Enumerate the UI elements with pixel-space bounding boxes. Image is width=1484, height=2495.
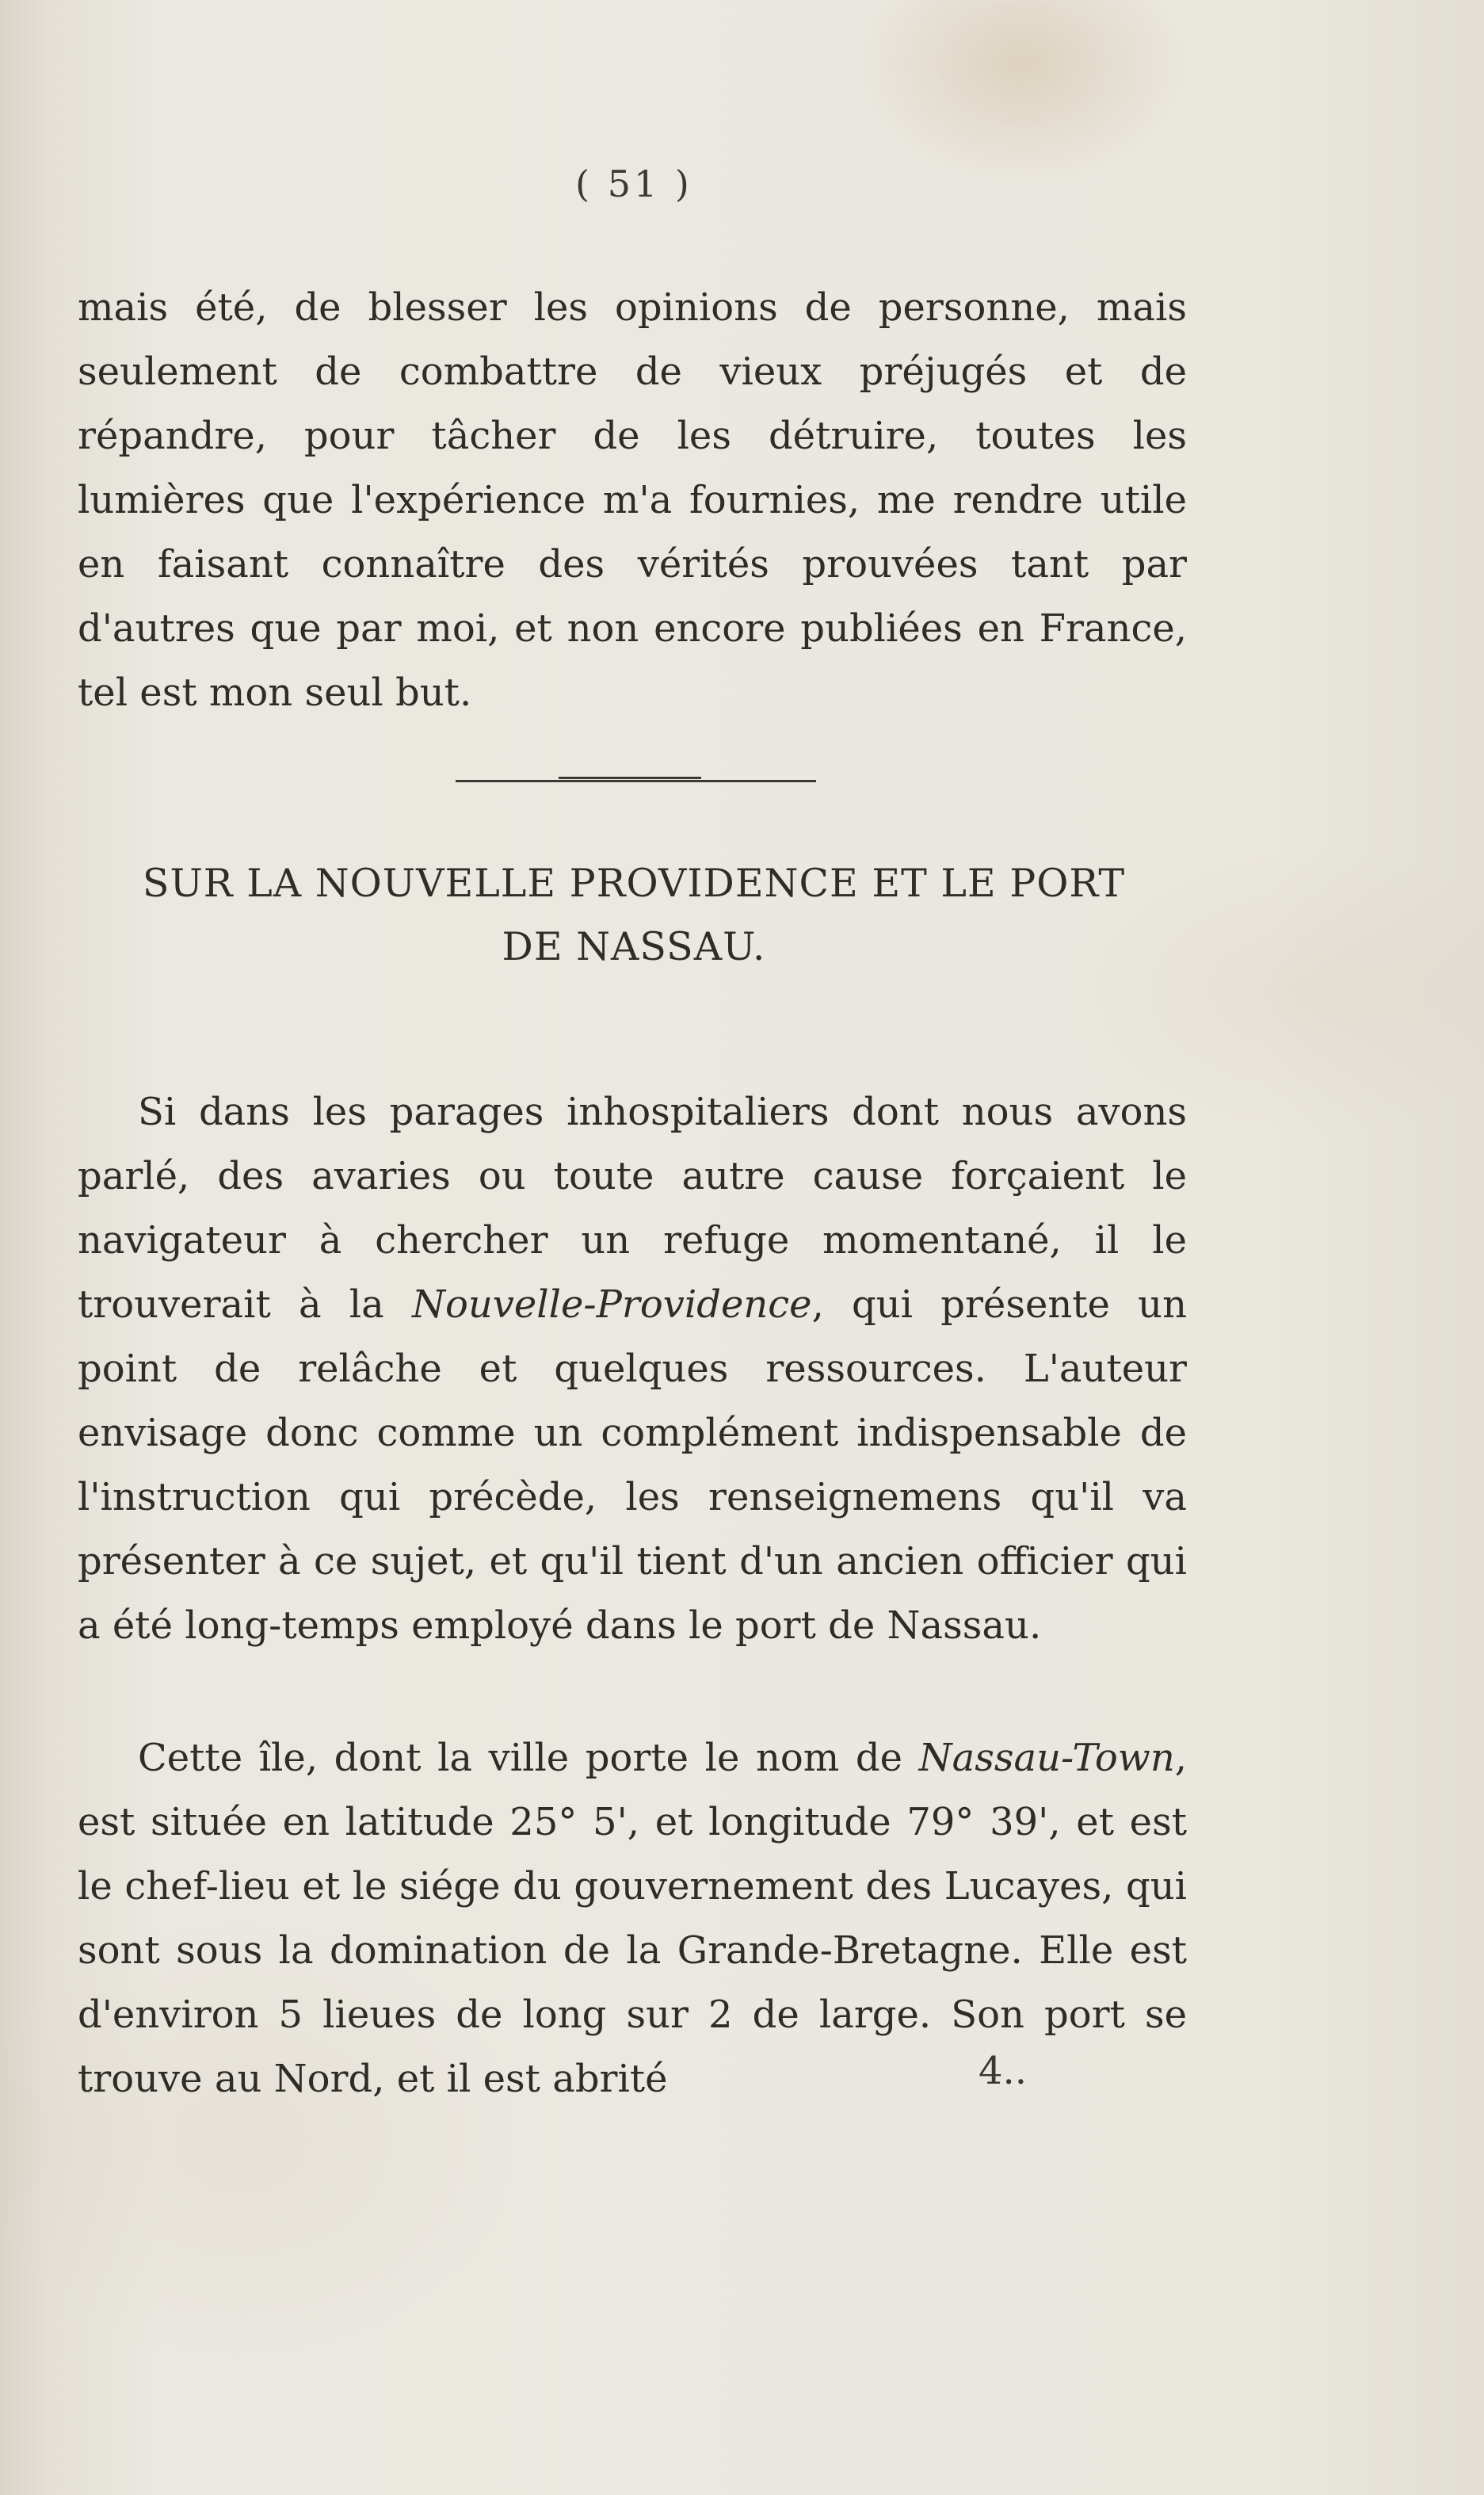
paragraph-providence xyxy=(78,1080,1187,1658)
page-number: ( 51 ) xyxy=(575,162,692,205)
paragraph-providence-text-1: Si dans les parages inhospitaliers dont nous avons parlé, des avaries ou toute autre cause forçaient le navigateur à chercher un refuge momentané, il le trouverait à la xyxy=(78,1090,1187,1327)
section-heading: SUR LA NOUVELLE PROVIDENCE ET LE PORT DE NASSAU. xyxy=(142,861,1126,969)
signature-mark: 4.. xyxy=(979,2049,1028,2093)
paragraph-nassau-text-2: , est située en latitude 25° 5', et longitude 79° 39', et est le chef-lieu et le siége du gouvernement des Lucayes, qui sont sous la domination de la Grande-Bretagne. Elle est d'environ 5 lieues de long sur 2 de large. Son port se trouve au Nord, et il est abrité xyxy=(78,1736,1187,2101)
section-divider xyxy=(456,780,816,782)
place-name-nouvelle-providence: Nouvelle-Providence xyxy=(411,1282,812,1327)
paragraph-opening: mais été, de blesser les opinions de personne, mais seulement de combattre de vieux préjugés et de répandre, pour tâcher de les détruire, toutes les lumières que l'expérience m'a fournies, me rendre utile en faisant connaître des vérités prouvées tant par d'autres que par moi, et non encore publiées en France, tel est mon seul but. xyxy=(78,285,1187,715)
place-name-nassau-town: Nassau-Town xyxy=(918,1736,1175,1780)
paragraph-nassau-text-1: Cette île, dont la ville porte le nom de xyxy=(138,1736,919,1780)
section-divider-swell xyxy=(559,777,701,779)
paragraph-providence-text-2: , qui présente un point de relâche et quelques ressources. L'auteur envisage donc comme un complément indispensable de l'instruction qui précède, les renseignemens qu'il va présenter à ce sujet, et qu'il tient d'un ancien officier qui a été long-temps employé dans le port de Nassau. xyxy=(78,1282,1187,1648)
